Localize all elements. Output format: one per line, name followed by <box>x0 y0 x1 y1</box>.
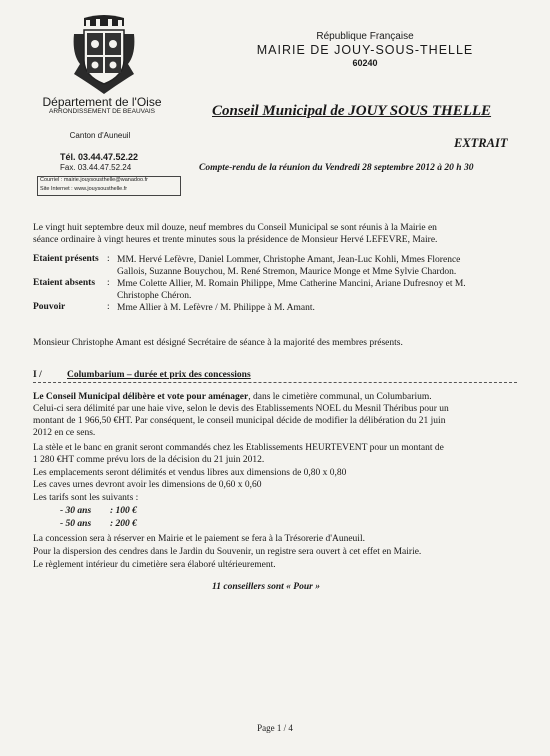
arrondissement-label: ARRONDISSEMENT DE BEAUVAIS <box>49 108 155 115</box>
pouvoir-text: Mme Allier à M. Lefèvre / M. Philippe à M. Amant. <box>117 303 315 313</box>
extrait-label: EXTRAIT <box>454 136 508 150</box>
section-number: I / <box>33 370 42 380</box>
body-line: montant de 1 966,50 €HT. Par conséquent, le conseil municipal décide de modifier la délibération du 21 juin <box>33 416 446 426</box>
body-line: La stèle et le banc en granit seront commandés chez les Etablissements HEURTEVENT pour un montant de <box>33 443 444 453</box>
departement-label: Département de l'Oise <box>42 95 162 109</box>
body-line: 1 280 €HT comme prévu lors de la décision du 21 juin 2012. <box>33 455 265 465</box>
absents-line: Mme Colette Allier, M. Romain Philippe, Mme Catherine Mancini, Ariane Dufresnoy et M. <box>117 279 466 289</box>
pouvoir-label: Pouvoir <box>33 302 66 312</box>
presents-line: Gallois, Suzanne Bouychou, M. René Stremon, Maurice Monge et Mme Sylvie Chardon. <box>117 267 457 277</box>
tarif-price: : 100 € <box>110 506 137 516</box>
body-line: Les emplacements seront délimités et vendus libres aux dimensions de 0,80 x 0,80 <box>33 468 347 478</box>
tarif-duration: - 50 ans <box>60 519 92 529</box>
body-line: Pour la dispersion des cendres dans le Jardin du Souvenir, un registre sera ouvert à cet effet en Mairie. <box>33 547 422 557</box>
page-number: Page 1 / 4 <box>257 723 293 733</box>
section-divider <box>33 382 517 383</box>
body-line: Les tarifs sont les suivants : <box>33 493 139 503</box>
postcode: 60240 <box>352 58 378 68</box>
body-line-bold: Le Conseil Municipal délibère et vote pour aménager <box>33 392 249 402</box>
body-line: Les caves urnes devront avoir les dimensions de 0,60 x 0,60 <box>33 480 262 490</box>
meeting-date: Compte-rendu de la réunion du Vendredi 28 septembre 2012 à 20 h 30 <box>199 163 474 173</box>
canton-label: Canton d'Auneuil <box>69 131 131 140</box>
body-line-rest: , dans le cimetière communal, un Columbarium. <box>248 392 432 402</box>
body-line: La concession sera à réserver en Mairie et le paiement se fera à la Trésorerie d'Auneuil. <box>33 534 365 544</box>
telephone: Tél. 03.44.47.52.22 <box>60 152 139 162</box>
body-line: 2012 en ce sens. <box>33 428 96 438</box>
coat-of-arms-logo <box>70 14 138 96</box>
intro-line: Le vingt huit septembre deux mil douze, neuf membres du Conseil Municipal se sont réunis à la Mairie en <box>33 223 437 233</box>
presents-label: Etaient présents <box>33 254 99 264</box>
body-line: Le règlement intérieur du cimetière sera élaboré ultérieurement. <box>33 560 276 570</box>
body-line <box>33 391 518 403</box>
presents-colon: : <box>107 254 110 264</box>
email-line: Courriel : mairie.jouysousthelle@wanadoo.fr <box>40 177 148 183</box>
council-title: Conseil Municipal de JOUY SOUS THELLE <box>212 103 492 119</box>
intro-paragraph <box>33 222 513 246</box>
intro-line: séance ordinaire à vingt heures et trente minutes sous la présidence de Monsieur Hervé LEFEVRE, Maire. <box>33 235 438 245</box>
pouvoir-colon: : <box>107 302 110 312</box>
tarif-duration: - 30 ans <box>60 506 92 516</box>
presents-line: MM. Hervé Lefèvre, Daniel Lommer, Christophe Amant, Jean-Luc Kohli, Mmes Florence <box>117 255 461 265</box>
body-line: Celui-ci sera délimité par une haie vive, selon le devis des Etablissements NOEL du Mesnil Théribus pour un <box>33 404 449 414</box>
fax: Fax. 03.44.47.52.24 <box>60 163 132 172</box>
mairie-title: MAIRIE DE JOUY-SOUS-THELLE <box>256 43 474 57</box>
presents-list <box>117 254 515 278</box>
absents-colon: : <box>107 278 110 288</box>
republique-label: République Française <box>316 31 414 42</box>
absents-list <box>117 278 515 302</box>
section-title: Columbarium – durée et prix des concessions <box>67 370 251 380</box>
absents-line: Christophe Chéron. <box>117 291 192 301</box>
absents-label: Etaient absents <box>33 278 96 288</box>
website-line: Site Internet : www.jouysousthelle.fr <box>40 186 128 192</box>
secretaire-paragraph: Monsieur Christophe Amant est désigné Secrétaire de séance à la majorité des membres présents. <box>33 338 403 348</box>
vote-result: 11 conseillers sont « Pour » <box>212 582 320 592</box>
tarif-price: : 200 € <box>110 519 137 529</box>
